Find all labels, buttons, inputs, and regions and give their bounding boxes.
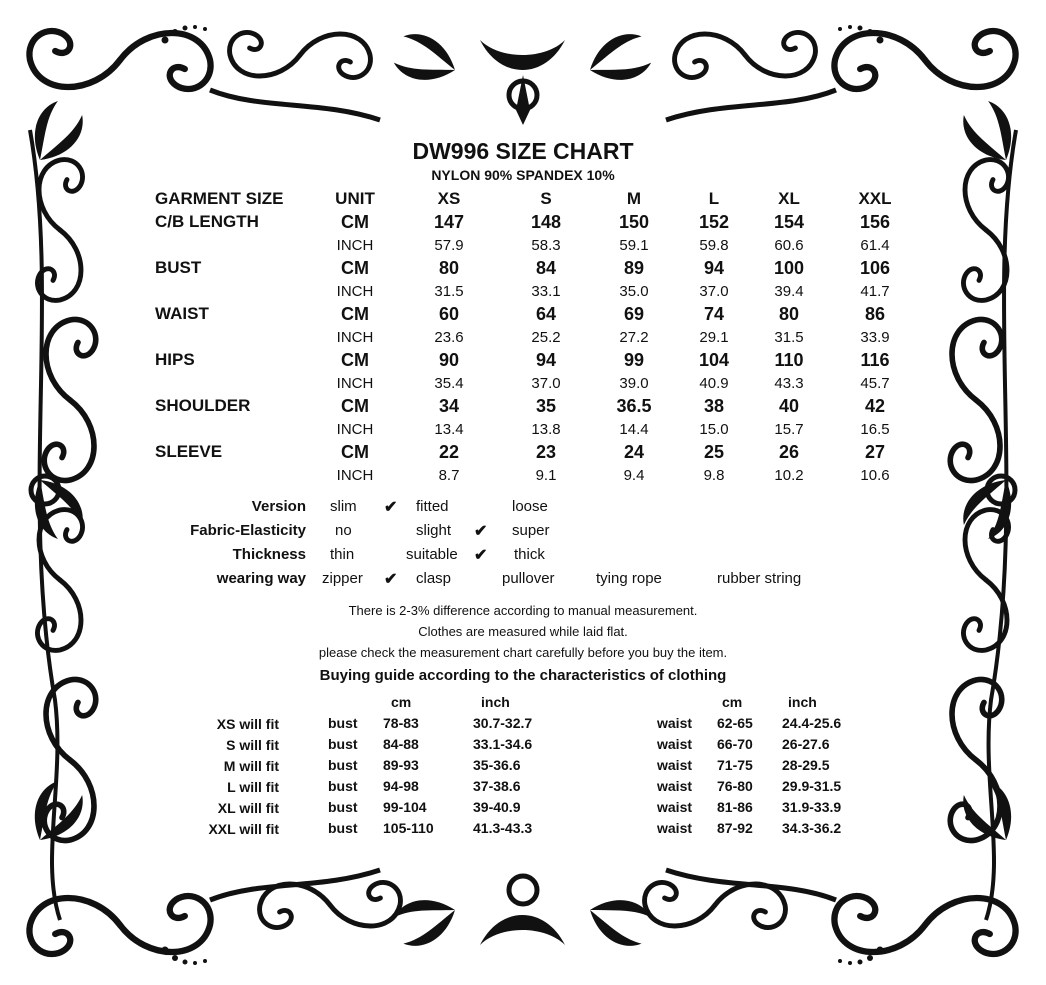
measurement-label: BUST bbox=[155, 258, 202, 277]
cm-value: 38 bbox=[703, 396, 725, 416]
measurement-label: HIPS bbox=[155, 350, 195, 369]
unit-cm: CM bbox=[341, 442, 369, 462]
cm-value: 42 bbox=[864, 396, 886, 416]
guide-waist-cm: 71-75 bbox=[717, 757, 753, 773]
measurement-label: C/B LENGTH bbox=[155, 212, 259, 231]
attribute-option: rubber string bbox=[717, 570, 802, 587]
inch-value: 25.2 bbox=[531, 329, 561, 346]
unit-inch: INCH bbox=[336, 375, 374, 392]
attribute-option: clasp bbox=[416, 570, 452, 587]
inch-value: 9.8 bbox=[703, 467, 725, 484]
cm-value: 94 bbox=[703, 258, 725, 278]
cm-value: 22 bbox=[438, 442, 460, 462]
attribute-option: pullover bbox=[502, 570, 555, 587]
table-header: L bbox=[708, 189, 720, 208]
table-header: UNIT bbox=[335, 189, 375, 208]
inch-value: 15.7 bbox=[774, 421, 804, 438]
unit-cm: CM bbox=[341, 396, 369, 416]
inch-value: 57.9 bbox=[434, 237, 464, 254]
cm-value: 104 bbox=[698, 350, 730, 370]
border-bottom bbox=[29, 870, 1015, 965]
inch-value: 61.4 bbox=[860, 237, 890, 254]
check-icon: ✔ bbox=[384, 499, 398, 516]
cm-value: 80 bbox=[778, 304, 800, 324]
guide-bust-cm: 78-83 bbox=[383, 715, 419, 731]
guide-waist-inch: 26-27.6 bbox=[782, 736, 830, 752]
guide-bust-label: bust bbox=[328, 778, 358, 794]
attribute-option: loose bbox=[512, 498, 548, 515]
unit-inch: INCH bbox=[336, 467, 374, 484]
guide-bust-inch: 41.3-43.3 bbox=[473, 820, 533, 836]
inch-value: 10.2 bbox=[774, 467, 804, 484]
cm-value: 23 bbox=[535, 442, 557, 462]
unit-cm: CM bbox=[341, 350, 369, 370]
note-line: There is 2-3% difference according to manual measurement. bbox=[348, 603, 698, 618]
guide-fit-label: XL will fit bbox=[217, 800, 279, 816]
cm-value: 156 bbox=[859, 212, 891, 232]
cm-value: 64 bbox=[535, 304, 557, 324]
cm-value: 74 bbox=[703, 304, 725, 324]
guide-cm-header: cm bbox=[391, 694, 412, 710]
guide-waist-inch: 34.3-36.2 bbox=[782, 820, 842, 836]
inch-value: 41.7 bbox=[860, 283, 890, 300]
guide-waist-inch: 29.9-31.5 bbox=[782, 778, 842, 794]
guide-waist-inch: 28-29.5 bbox=[782, 757, 830, 773]
unit-cm: CM bbox=[341, 304, 369, 324]
cm-value: 34 bbox=[438, 396, 460, 416]
guide-bust-label: bust bbox=[328, 820, 358, 836]
check-icon: ✔ bbox=[474, 547, 488, 564]
border-top bbox=[29, 25, 1015, 125]
guide-bust-cm: 89-93 bbox=[383, 757, 419, 773]
attribute-label: Thickness bbox=[232, 546, 306, 563]
cm-value: 26 bbox=[778, 442, 800, 462]
note-line: please check the measurement chart carefully before you buy the item. bbox=[318, 645, 728, 660]
inch-value: 31.5 bbox=[774, 329, 804, 346]
unit-inch: INCH bbox=[336, 421, 374, 438]
cm-value: 36.5 bbox=[616, 396, 652, 416]
cm-value: 116 bbox=[860, 350, 890, 370]
table-header: S bbox=[540, 189, 552, 208]
guide-bust-inch: 35-36.6 bbox=[473, 757, 521, 773]
measurement-label: SHOULDER bbox=[155, 396, 251, 415]
table-header: XXL bbox=[858, 189, 892, 208]
guide-fit-label: S will fit bbox=[226, 737, 279, 753]
guide-cm-header: cm bbox=[722, 694, 743, 710]
border-left bbox=[21, 97, 96, 920]
fabric-composition: NYLON 90% SPANDEX 10% bbox=[431, 167, 615, 183]
chart-title: DW996 SIZE CHART bbox=[412, 138, 634, 164]
inch-value: 59.8 bbox=[699, 237, 729, 254]
guide-bust-inch: 30.7-32.7 bbox=[473, 715, 533, 731]
attribute-option: slim bbox=[330, 498, 357, 515]
inch-value: 37.0 bbox=[699, 283, 729, 300]
cm-value: 35 bbox=[535, 396, 557, 416]
attribute-option: tying rope bbox=[596, 570, 662, 587]
guide-bust-cm: 105-110 bbox=[383, 820, 434, 836]
inch-value: 33.9 bbox=[860, 329, 890, 346]
table-header: GARMENT SIZE bbox=[155, 189, 284, 208]
note-line: Clothes are measured while laid flat. bbox=[418, 624, 628, 639]
unit-inch: INCH bbox=[336, 329, 374, 346]
cm-value: 89 bbox=[623, 258, 645, 278]
unit-cm: CM bbox=[341, 258, 369, 278]
cm-value: 150 bbox=[618, 212, 650, 232]
inch-value: 23.6 bbox=[434, 329, 464, 346]
attribute-option: thick bbox=[514, 546, 545, 563]
inch-value: 29.1 bbox=[699, 329, 729, 346]
cm-value: 100 bbox=[773, 258, 805, 278]
cm-value: 99 bbox=[623, 350, 645, 370]
inch-value: 10.6 bbox=[860, 467, 890, 484]
guide-waist-cm: 81-86 bbox=[717, 799, 753, 815]
guide-waist-label: waist bbox=[657, 757, 693, 773]
guide-bust-inch: 39-40.9 bbox=[473, 799, 521, 815]
unit-cm: CM bbox=[341, 212, 369, 232]
inch-value: 35.4 bbox=[434, 375, 464, 392]
guide-waist-label: waist bbox=[657, 820, 693, 836]
cm-value: 110 bbox=[774, 350, 804, 370]
attribute-option: thin bbox=[330, 546, 355, 563]
inch-value: 58.3 bbox=[531, 237, 561, 254]
cm-value: 60 bbox=[438, 304, 460, 324]
attribute-label: Version bbox=[251, 498, 306, 515]
guide-fit-label: M will fit bbox=[223, 758, 279, 774]
inch-value: 37.0 bbox=[531, 375, 561, 392]
measurement-label: WAIST bbox=[155, 304, 209, 323]
inch-value: 39.4 bbox=[774, 283, 804, 300]
cm-value: 24 bbox=[623, 442, 645, 462]
inch-value: 27.2 bbox=[619, 329, 649, 346]
inch-value: 16.5 bbox=[860, 421, 890, 438]
guide-fit-label: XXL will fit bbox=[208, 821, 279, 837]
cm-value: 154 bbox=[773, 212, 805, 232]
guide-bust-label: bust bbox=[328, 715, 358, 731]
border-right bbox=[950, 97, 1025, 920]
cm-value: 40 bbox=[778, 396, 800, 416]
guide-fit-label: XS will fit bbox=[216, 716, 279, 732]
cm-value: 69 bbox=[623, 304, 645, 324]
guide-waist-label: waist bbox=[657, 799, 693, 815]
inch-value: 14.4 bbox=[619, 421, 649, 438]
inch-value: 31.5 bbox=[434, 283, 464, 300]
attribute-option: slight bbox=[416, 522, 452, 539]
guide-fit-label: L will fit bbox=[227, 779, 279, 795]
guide-inch-header: inch bbox=[788, 694, 817, 710]
cm-value: 25 bbox=[703, 442, 725, 462]
inch-value: 40.9 bbox=[699, 375, 729, 392]
inch-value: 13.4 bbox=[434, 421, 464, 438]
attribute-option: no bbox=[335, 522, 352, 539]
cm-value: 86 bbox=[864, 304, 886, 324]
guide-bust-cm: 94-98 bbox=[383, 778, 419, 794]
table-header: XS bbox=[437, 189, 461, 208]
guide-bust-inch: 37-38.6 bbox=[473, 778, 521, 794]
check-icon: ✔ bbox=[474, 523, 488, 540]
cm-value: 84 bbox=[535, 258, 557, 278]
guide-bust-cm: 84-88 bbox=[383, 736, 419, 752]
inch-value: 15.0 bbox=[699, 421, 729, 438]
attribute-option: zipper bbox=[322, 570, 363, 587]
inch-value: 9.4 bbox=[623, 467, 645, 484]
inch-value: 43.3 bbox=[774, 375, 804, 392]
table-header: M bbox=[626, 189, 642, 208]
guide-waist-cm: 87-92 bbox=[717, 820, 753, 836]
attribute-option: suitable bbox=[406, 546, 458, 563]
guide-bust-cm: 99-104 bbox=[383, 799, 427, 815]
check-icon: ✔ bbox=[384, 571, 398, 588]
inch-value: 45.7 bbox=[860, 375, 890, 392]
guide-waist-cm: 76-80 bbox=[717, 778, 753, 794]
guide-bust-label: bust bbox=[328, 736, 358, 752]
inch-value: 59.1 bbox=[619, 237, 649, 254]
guide-title: Buying guide according to the characteristics of clothing bbox=[319, 667, 727, 684]
cm-value: 152 bbox=[698, 212, 730, 232]
attribute-label: wearing way bbox=[216, 570, 306, 587]
cm-value: 148 bbox=[530, 212, 562, 232]
inch-value: 33.1 bbox=[531, 283, 561, 300]
measurement-label: SLEEVE bbox=[155, 442, 223, 461]
cm-value: 147 bbox=[433, 212, 465, 232]
inch-value: 13.8 bbox=[531, 421, 561, 438]
guide-waist-cm: 62-65 bbox=[717, 715, 753, 731]
cm-value: 106 bbox=[859, 258, 891, 278]
guide-waist-inch: 24.4-25.6 bbox=[782, 715, 842, 731]
inch-value: 8.7 bbox=[438, 467, 460, 484]
inch-value: 35.0 bbox=[619, 283, 649, 300]
cm-value: 27 bbox=[864, 442, 886, 462]
cm-value: 94 bbox=[535, 350, 557, 370]
guide-bust-label: bust bbox=[328, 799, 358, 815]
table-header: XL bbox=[778, 189, 800, 208]
guide-waist-label: waist bbox=[657, 736, 693, 752]
attribute-option: super bbox=[512, 522, 550, 539]
cm-value: 80 bbox=[438, 258, 460, 278]
unit-inch: INCH bbox=[336, 283, 374, 300]
guide-bust-inch: 33.1-34.6 bbox=[473, 736, 533, 752]
attribute-label: Fabric-Elasticity bbox=[190, 522, 306, 539]
cm-value: 90 bbox=[438, 350, 460, 370]
inch-value: 39.0 bbox=[619, 375, 649, 392]
guide-bust-label: bust bbox=[328, 757, 358, 773]
guide-waist-label: waist bbox=[657, 778, 693, 794]
unit-inch: INCH bbox=[336, 237, 374, 254]
guide-inch-header: inch bbox=[481, 694, 510, 710]
guide-waist-label: waist bbox=[657, 715, 693, 731]
guide-waist-cm: 66-70 bbox=[717, 736, 753, 752]
guide-waist-inch: 31.9-33.9 bbox=[782, 799, 842, 815]
attribute-option: fitted bbox=[416, 498, 449, 515]
inch-value: 60.6 bbox=[774, 237, 804, 254]
inch-value: 9.1 bbox=[535, 467, 557, 484]
